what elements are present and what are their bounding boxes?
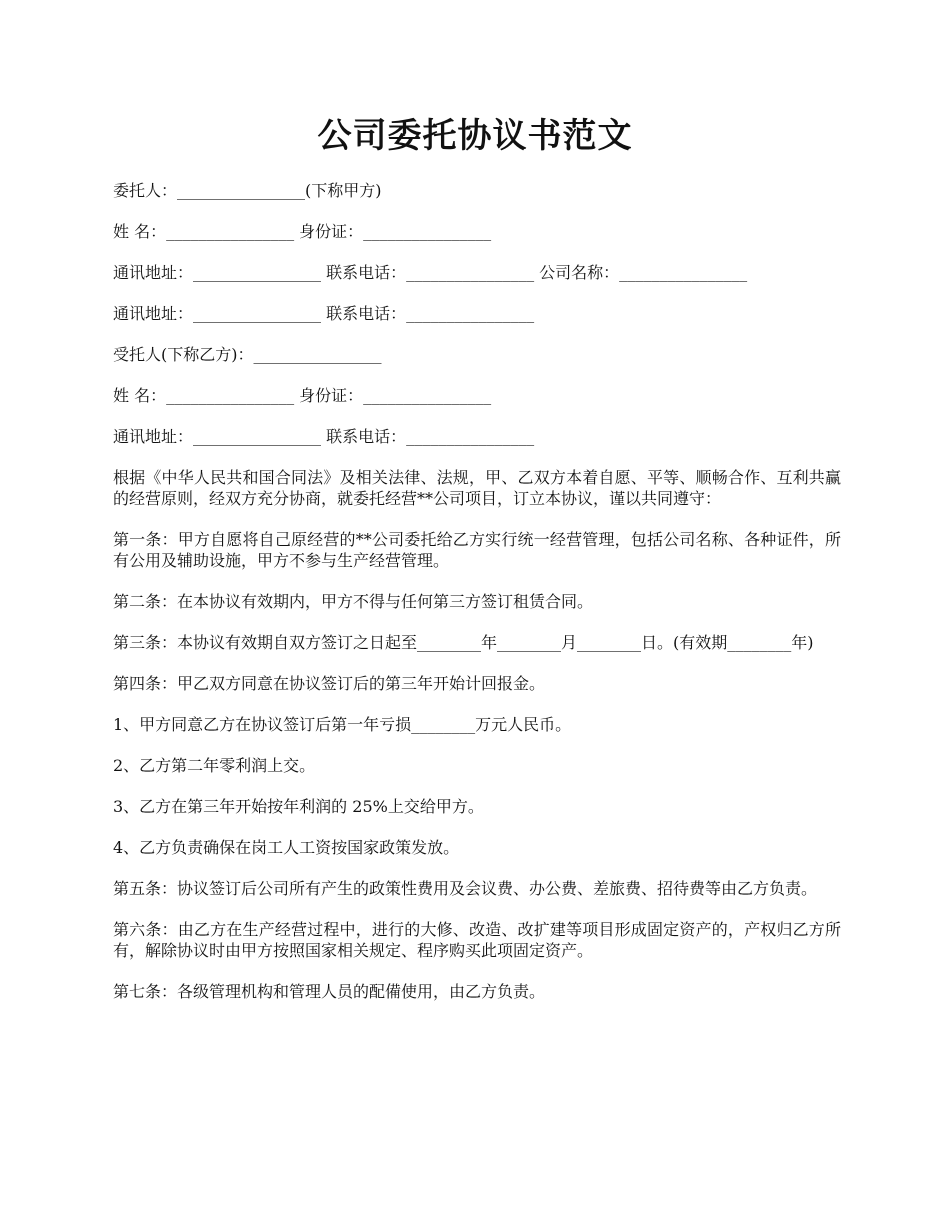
client-address-phone-company-line: 通讯地址：________________ 联系电话：________________ 公司名称：________________ [113, 263, 748, 282]
trustee-name-id-line: 姓 名：________________ 身份证：________________ [113, 386, 492, 405]
document-body [113, 180, 841, 1022]
client-address-phone-line: 通讯地址：________________ 联系电话：________________ [113, 304, 535, 323]
article-4-item-2: 2、乙方第二年零利润上交。 [113, 756, 316, 775]
article-1: 第一条：甲方自愿将自己原经营的**公司委托给乙方实行统一经营管理，包括公司名称、各种证件，所有公用及辅助设施，甲方不参与生产经营管理。 [113, 530, 841, 570]
article-4-item-1: 1、甲方同意乙方在协议签订后第一年亏损________万元人民币。 [113, 715, 572, 734]
trustee-address-phone-line: 通讯地址：________________ 联系电话：________________ [113, 427, 535, 446]
client-line: 委托人：________________(下称甲方) [113, 181, 382, 200]
client-name-id-line: 姓 名：________________ 身份证：________________ [113, 222, 492, 241]
article-5: 第五条：协议签订后公司所有产生的政策性费用及会议费、办公费、差旅费、招待费等由乙方负责。 [113, 879, 818, 898]
article-2: 第二条：在本协议有效期内，甲方不得与任何第三方签订租赁合同。 [113, 592, 594, 611]
article-7: 第七条：各级管理机构和管理人员的配備使用，由乙方负责。 [113, 982, 546, 1001]
article-4-item-3: 3、乙方在第三年开始按年利润的 25%上交给甲方。 [113, 797, 484, 816]
article-4: 第四条：甲乙双方同意在协议签订后的第三年开始计回报金。 [113, 674, 546, 693]
article-4-item-4: 4、乙方负责确保在岗工人工资按国家政策发放。 [113, 838, 460, 857]
article-6: 第六条：由乙方在生产经营过程中，进行的大修、改造、改扩建等项目形成固定资产的，产权归乙方所有，解除协议时由甲方按照国家相关规定、程序购买此项固定资产。 [113, 920, 841, 960]
preamble-paragraph: 根据《中华人民共和国合同法》及相关法律、法规，甲、乙双方本着自愿、平等、顺畅合作、互利共赢的经营原则，经双方充分协商，就委托经营**公司项目，订立本协议，谨以共同遵守： [113, 468, 841, 508]
page-title: 公司委托协议书范文 [317, 116, 633, 156]
article-3: 第三条：本协议有效期自双方签订之日起至________年________月________日。(有效期________年) [113, 633, 814, 652]
trustee-line: 受托人(下称乙方)：________________ [113, 345, 382, 364]
